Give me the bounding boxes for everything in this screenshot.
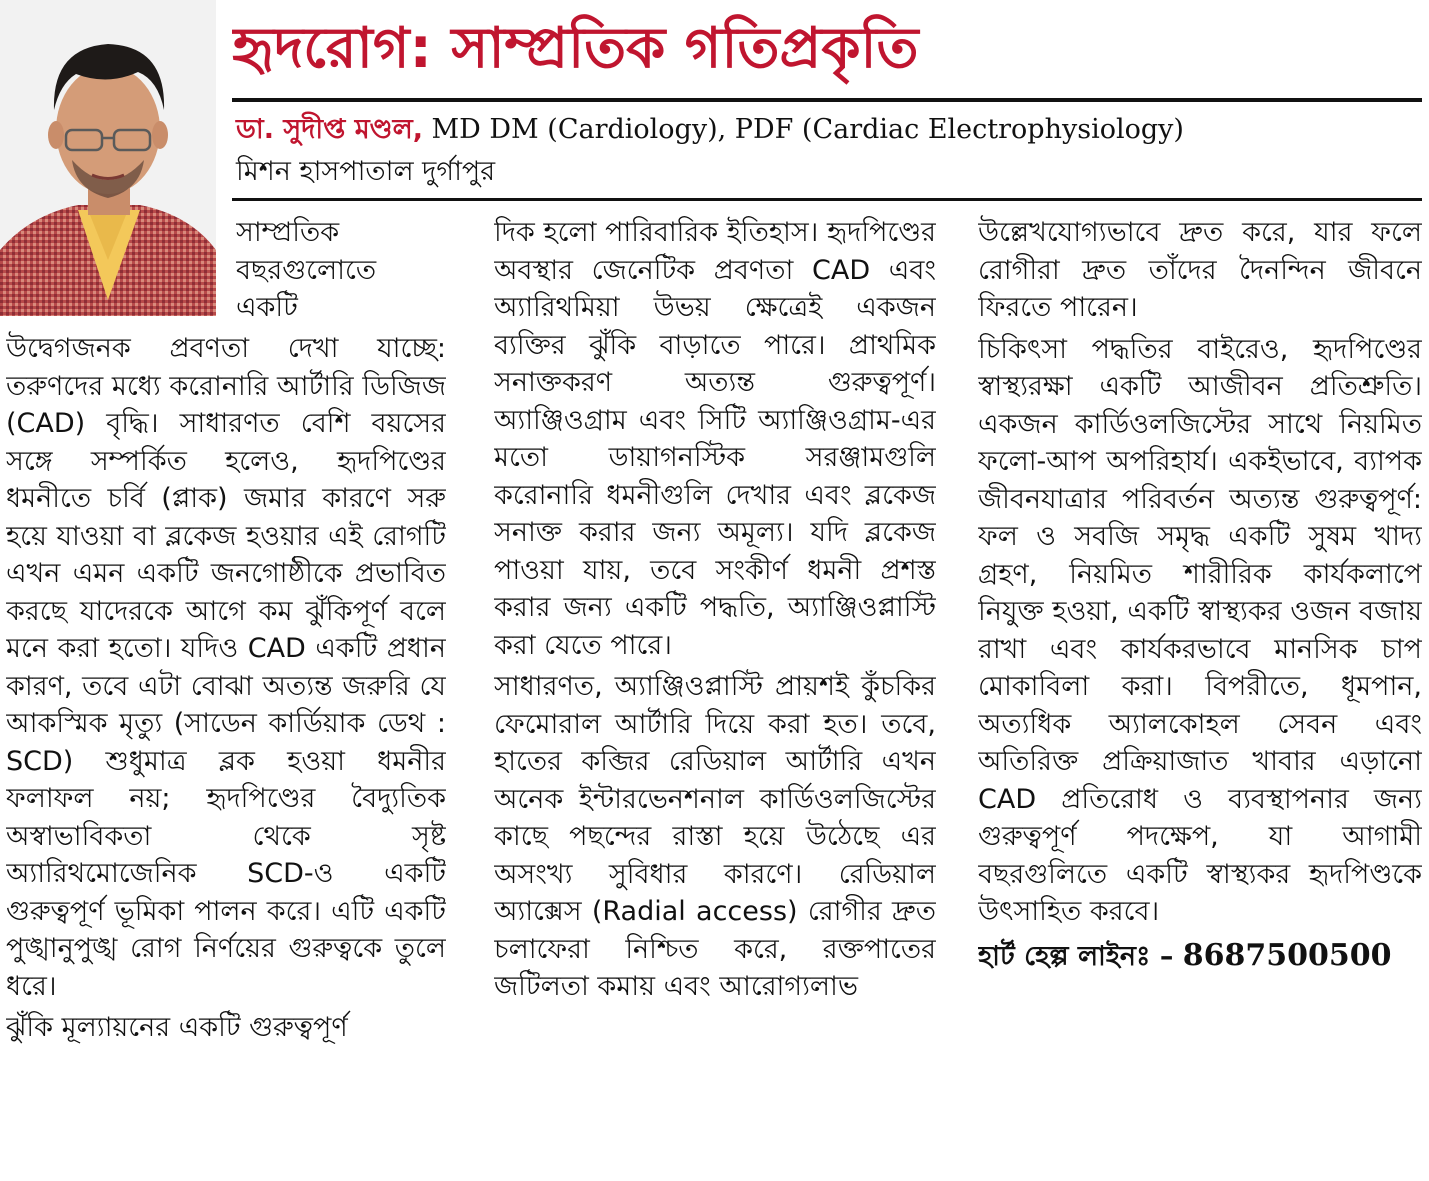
author-photo <box>0 0 216 316</box>
paragraph: ঝুঁকি মূল্যায়নের একটি গুরুত্বপূর্ণ <box>6 1012 348 1043</box>
column-3 <box>978 214 1422 1178</box>
byline-rule <box>232 198 1422 201</box>
author-name: ডা. সুদীপ্ত মণ্ডল, <box>236 114 423 145</box>
column-1 <box>6 330 446 1178</box>
article-title: হৃদরোগ: সাম্প্রতিক গতিপ্রকৃতি <box>232 16 919 81</box>
author-affiliation: মিশন হাসপাতাল দুর্গাপুর <box>236 156 496 187</box>
helpline-label: হার্ট হেল্প লাইনঃ – <box>978 940 1183 972</box>
paragraph: সাম্প্রতিক বছরগুলোতে একটি <box>236 217 377 323</box>
paragraph: চিকিৎসা পদ্ধতির বাইরেও, হৃদপিণ্ডের স্বাস্থ্যরক্ষা একটি আজীবন প্রতিশ্রুতি। একজন কার্ডিওলজিস্টের সাথে নিয়মিত ফলো-আপ অপরিহার্য। একইভাবে, ব্যাপক জীবনযাত্রার পরিবর্তন অত্যন্ত গুরুত্বপূর্ণ: ফল ও সবজি সমৃদ্ধ একটি সুষম খাদ্য গ্রহণ, নিয়মিত শারীরিক কার্যকলাপে নিযুক্ত হওয়া, একটি স্বাস্থ্যকর ওজন বজায় রাখা এবং কার্যকরভাবে মানসিক চাপ মোকাবিলা করা। বিপরীতে, ধূমপান, অত্যধিক অ্যালকোহল সেবন এবং অতিরিক্ত প্রক্রিয়াজাত খাবার এড়ানো CAD প্রতিরোধ ও ব্যবস্থাপনার জন্য গুরুত্বপূর্ণ পদক্ষেপ, যা আগামী বছরগুলিতে একটি স্বাস্থ্যকর হৃদপিণ্ডকে উৎসাহিত করবে। <box>978 333 1422 927</box>
author-credentials: MD DM (Cardiology), PDF (Cardiac Electrophysiology) <box>422 114 1184 145</box>
paragraph: দিক হলো পারিবারিক ইতিহাস। হৃদপিণ্ডের অবস্থার জেনেটিক প্রবণতা CAD এবং অ্যারিথমিয়া উভয় ক্ষেত্রেই একজন ব্যক্তির ঝুঁকি বাড়াতে পারে। প্রাথমিক সনাক্তকরণ অত্যন্ত গুরুত্বপূর্ণ। অ্যাঞ্জিওগ্রাম এবং সিটি অ্যাঞ্জিওগ্রাম-এর মতো ডায়াগনস্টিক সরঞ্জামগুলি করোনারি ধমনীগুলি দেখার এবং ব্লকেজ সনাক্ত করার জন্য অমূল্য। যদি ব্লকেজ পাওয়া যায়, তবে সংকীর্ণ ধমনী প্রশস্ত করার জন্য একটি পদ্ধতি, অ্যাঞ্জিওপ্লাস্টি করা যেতে পারে। <box>494 217 936 661</box>
heart-helpline <box>978 937 1422 976</box>
helpline-number: 8687500500 <box>1182 937 1392 973</box>
paragraph: সাধারণত, অ্যাঞ্জিওপ্লাস্টি প্রায়শই কুঁচকির ফেমোরাল আর্টারি দিয়ে করা হত। তবে, হাতের কব্জির রেডিয়াল আর্টারি এখন অনেক ইন্টারভেনশনাল কার্ডিওলজিস্টের কাছে পছন্দের রাস্তা হয়ে উঠেছে এর অসংখ্য সুবিধার কারণে। রেডিয়াল অ্যাক্সেস (Radial access) রোগীর দ্রুত চলাফেরা নিশ্চিত করে, রক্তপাতের জটিলতা কমায় এবং আরোগ্যলাভ <box>494 671 936 1002</box>
paragraph: উদ্বেগজনক প্রবণতা দেখা যাচ্ছে: তরুণদের মধ্যে করোনারি আর্টারি ডিজিজ (CAD) বৃদ্ধি। সাধারণত বেশি বয়সের সঙ্গে সম্পর্কিত হলেও, হৃদপিণ্ডের ধমনীতে চর্বি (প্লাক) জমার কারণে সরু হয়ে যাওয়া বা ব্লকেজ হওয়ার এই রোগটি এখন এমন একটি জনগোষ্ঠীকে প্রভাবিত করছে যাদেরকে আগে কম ঝুঁকিপূর্ণ বলে মনে করা হতো। যদিও CAD একটি প্রধান কারণ, তবে এটা বোঝা অত্যন্ত জরুরি যে আকস্মিক মৃত্যু (সাডেন কার্ডিয়াক ডেথ : SCD) শুধুমাত্র ব্লক হওয়া ধমনীর ফলাফল নয়; হৃদপিণ্ডের বৈদ্যুতিক অস্বাভাবিকতা থেকে সৃষ্ট অ্যারিথমোজেনিক SCD-ও একটি গুরুত্বপূর্ণ ভূমিকা পালন করে। এটি একটি পুঙ্খানুপুঙ্খ রোগ নির্ণয়ের গুরুত্বকে তুলে ধরে। <box>6 333 446 1002</box>
column-1-intro <box>236 214 446 332</box>
paragraph: উল্লেখযোগ্যভাবে দ্রুত করে, যার ফলে রোগীরা দ্রুত তাঁদের দৈনন্দিন জীবনে ফিরতে পারেন। <box>978 217 1422 323</box>
title-rule <box>232 98 1422 102</box>
column-2 <box>494 214 936 1178</box>
byline <box>236 110 1416 150</box>
